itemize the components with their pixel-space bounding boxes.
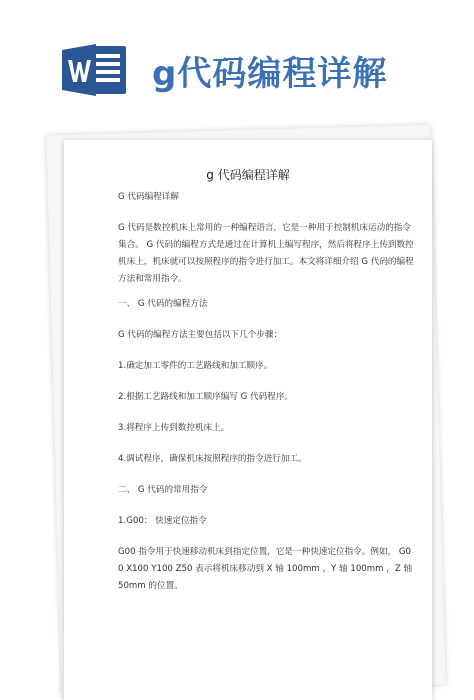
section-heading-commands: 二、 G 代码的常用指令	[118, 485, 208, 495]
page-title: g 代码编程详解	[206, 168, 290, 182]
paragraph-g00: G00 指令用于快速移动机床到指定位置，它是一种快速定位指令。例如， G00 X100 Y100 Z50 表示将机床移动到 X 轴 100mm ，Y 轴 100mm ，Z 轴 50mm 的位置。	[118, 547, 413, 591]
list-item-step-3: 3.将程序上传到数控机床上。	[118, 423, 230, 433]
paragraph-subtitle: G 代码编程详解	[118, 192, 179, 202]
command-heading-g00: 1.G00： 快速定位指令	[118, 516, 207, 526]
word-icon	[62, 40, 130, 100]
document-preview	[0, 118, 474, 669]
paragraph-intro: G 代码是数控机床上常用的一种编程语言，它是一种用于控制机床运动的指令集合。 G 代码的编程方式是通过在计算机上编写程序，然后将程序上传到数控机床上，机床就可以按照程序的指令进行加工。本文将详细介绍 G 代码的编程方法和常用指令。	[118, 223, 414, 284]
header	[0, 0, 474, 118]
list-item-step-1: 1.确定加工零件的工艺路线和加工顺序。	[118, 361, 273, 371]
list-item-step-2: 2.根据工艺路线和加工顺序编写 G 代码程序。	[118, 392, 294, 402]
page-content	[118, 166, 414, 595]
document-title-heading: g代码编程详解	[152, 54, 388, 94]
section-heading-methods: 一、 G 代码的编程方法	[118, 299, 208, 309]
paragraph-steps-intro: G 代码的编程方法主要包括以下几个步骤：	[118, 330, 283, 340]
document-page	[64, 140, 432, 700]
list-item-step-4: 4.调试程序，确保机床按照程序的指令进行加工。	[118, 454, 307, 464]
